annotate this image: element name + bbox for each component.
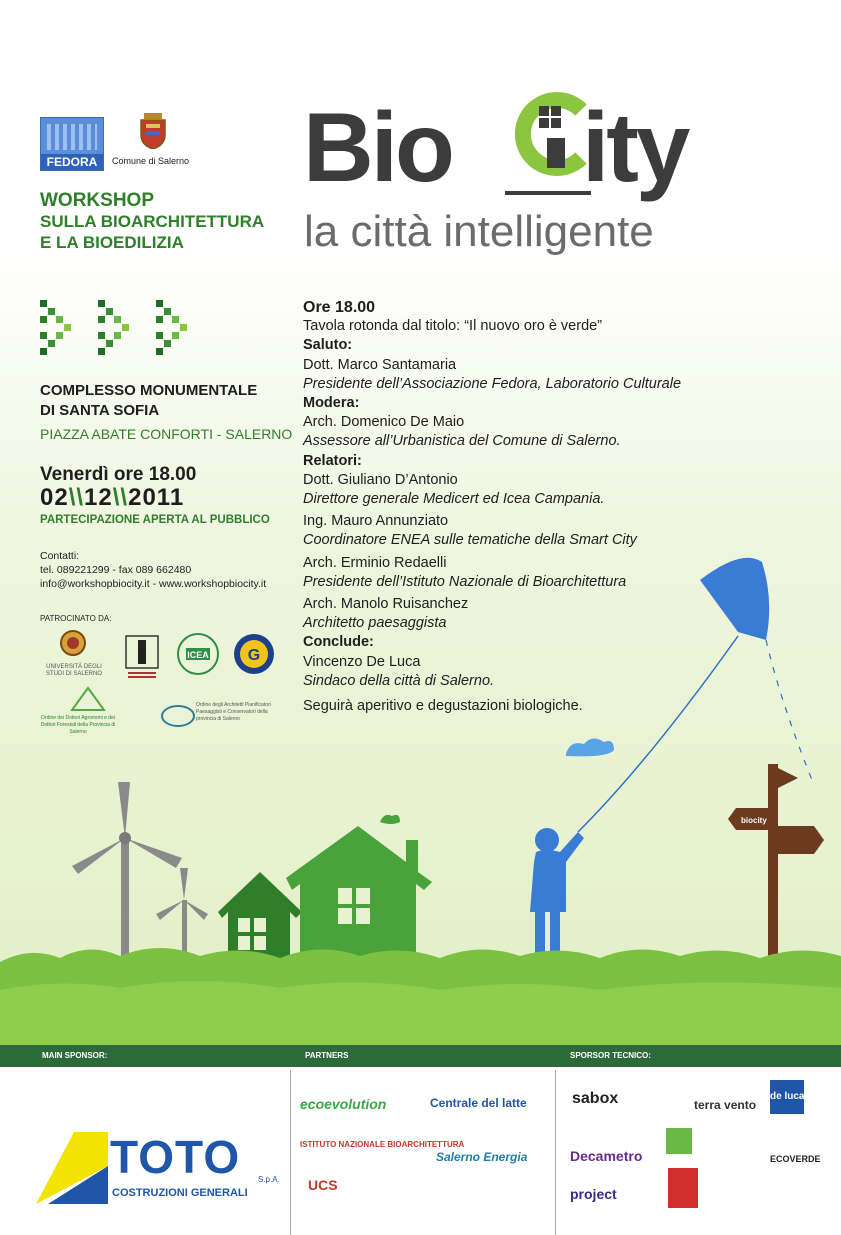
relatore-3-name: Arch. Erminio Redaelli xyxy=(303,554,447,571)
closing-note: Seguirà aperitivo e degustazioni biologiche. xyxy=(303,698,583,715)
partner-inbar[interactable]: ISTITUTO NAZIONALE BIOARCHITETTURA xyxy=(300,1140,465,1149)
program-tavola: Tavola rotonda dal titolo: “Il nuovo oro è verde” xyxy=(303,318,603,335)
contacts-label: Contatti: xyxy=(40,550,80,562)
date-day: 02 xyxy=(40,484,69,511)
toto-logo-text: TOTO xyxy=(110,1131,241,1183)
title-city: ity xyxy=(582,92,688,202)
conclude-role: Sindaco della città di Salerno. xyxy=(303,672,495,689)
signpost-label: biocity xyxy=(741,816,767,825)
saluto-name: Dott. Marco Santamaria xyxy=(303,356,457,373)
relatore-1-role: Direttore generale Medicert ed Icea Campania. xyxy=(303,491,605,508)
patrocinato-label: PATROCINATO DA: xyxy=(40,614,112,623)
conclude-name: Vincenzo De Luca xyxy=(303,653,421,670)
child-silhouette-icon xyxy=(530,828,584,960)
toto-subtitle: COSTRUZIONI GENERALI xyxy=(112,1187,248,1199)
sponsor-terra-vento[interactable]: terra vento xyxy=(694,1098,757,1112)
architettura-logo-icon xyxy=(666,1128,692,1154)
main-sponsor-label: MAIN SPONSOR: xyxy=(42,1051,108,1060)
fedora-logo-text: FEDORA xyxy=(41,154,103,170)
patro-architetti-text: Ordine degli Architetti Pianificatori Paesaggisti e Conservatori della provincia di Salerno xyxy=(196,702,271,722)
svg-text:G: G xyxy=(247,647,261,664)
toto-logo-icon xyxy=(34,1130,110,1206)
sponsor-sabox[interactable]: sabox xyxy=(572,1090,619,1107)
event-day-time: Venerdì ore 18.00 xyxy=(40,464,197,485)
saluto-label: Saluto: xyxy=(303,337,353,354)
workshop-line1: WORKSHOP xyxy=(40,190,154,211)
signpost-icon xyxy=(728,764,824,964)
venue-address: PIAZZA ABATE CONFORTI - SALERNO xyxy=(40,426,293,442)
saluto-role: Presidente dell’Associazione Fedora, Laboratorio Culturale xyxy=(303,375,682,392)
partners-label: PARTNERS xyxy=(305,1051,349,1060)
workshop-line2: SULLA BIOARCHITETTURA xyxy=(40,212,265,231)
relatore-3-role: Presidente dell’Istituto Nazionale di Bioarchitettura xyxy=(303,573,627,590)
footer-divider xyxy=(555,1070,556,1235)
date-month: 12 xyxy=(84,484,113,511)
patro-university-text: UNIVERSITÀ DEGLI STUDI DI SALERNO xyxy=(45,664,102,677)
date-year: 2011 xyxy=(128,484,185,511)
sponsor-project[interactable]: project xyxy=(570,1186,617,1202)
comune-salerno-text: Comune di Salerno xyxy=(112,156,190,166)
footer-divider xyxy=(290,1070,291,1235)
svg-text:ICEA: ICEA xyxy=(187,650,209,660)
relatori-label: Relatori: xyxy=(303,452,362,469)
partner-salerno-energia[interactable]: Salerno Energia xyxy=(436,1150,528,1164)
date-separator-icon: \\ xyxy=(112,484,129,511)
open-participation: PARTECIPAZIONE APERTA AL PUBBLICO xyxy=(40,514,270,526)
date-separator-icon: \\ xyxy=(68,484,85,511)
title-bio: Bio xyxy=(303,92,452,202)
relatore-4-role: Architetto paesaggista xyxy=(303,615,447,632)
partner-centrale-latte[interactable]: Centrale del latte xyxy=(430,1096,527,1110)
wind-turbine-large-icon xyxy=(72,782,182,970)
modera-role: Assessore all’Urbanistica del Comune di Salerno. xyxy=(303,433,621,450)
sponsor-de-luca[interactable]: de luca xyxy=(770,1080,804,1114)
venue-line1: COMPLESSO MONUMENTALE xyxy=(40,382,258,399)
modera-name: Arch. Domenico De Maio xyxy=(303,414,465,431)
program-time: Ore 18.00 xyxy=(303,299,376,316)
partner-ucs[interactable]: UCS xyxy=(308,1177,338,1193)
kite-tail xyxy=(766,640,812,780)
venue-line2: DI SANTA SOFIA xyxy=(40,402,160,419)
toto-spa: S.p.A. xyxy=(258,1175,280,1184)
relatore-4-name: Arch. Manolo Ruisanchez xyxy=(303,596,469,613)
red-logo-icon xyxy=(668,1168,698,1208)
sponsor-tecnico-label: SPORSOR TECNICO: xyxy=(570,1051,651,1060)
patro-agronomi-text: Ordine dei Dottori Agronomi e dei Dottori Forestali della Provincia di Salerno xyxy=(40,715,116,735)
relatore-2-role: Coordinatore ENEA sulle tematiche della Smart City xyxy=(303,532,637,549)
relatore-2-name: Ing. Mauro Annunziato xyxy=(303,513,449,530)
large-house-icon xyxy=(286,815,432,968)
sponsor-ecoverde[interactable]: ECOVERDE xyxy=(770,1154,821,1164)
contacts-phone: tel. 089221299 - fax 089 662480 xyxy=(40,564,192,576)
grass-foreground xyxy=(0,981,841,1045)
sponsor-band xyxy=(0,1045,841,1067)
kite-string xyxy=(578,636,738,832)
subtitle: la città intelligente xyxy=(304,207,654,256)
contacts-web[interactable]: info@workshopbiocity.it - www.workshopbiocity.it xyxy=(40,578,267,590)
modera-label: Modera: xyxy=(303,395,360,412)
cloud-icon xyxy=(566,738,614,756)
conclude-label: Conclude: xyxy=(303,634,374,651)
relatore-1-name: Dott. Giuliano D’Antonio xyxy=(303,471,458,488)
sponsor-decametro[interactable]: Decametro xyxy=(570,1148,643,1164)
kite-icon xyxy=(700,558,769,640)
workshop-line3: E LA BIOEDILIZIA xyxy=(40,233,184,252)
partner-ecoevolution[interactable]: ecoevolution xyxy=(300,1096,387,1112)
